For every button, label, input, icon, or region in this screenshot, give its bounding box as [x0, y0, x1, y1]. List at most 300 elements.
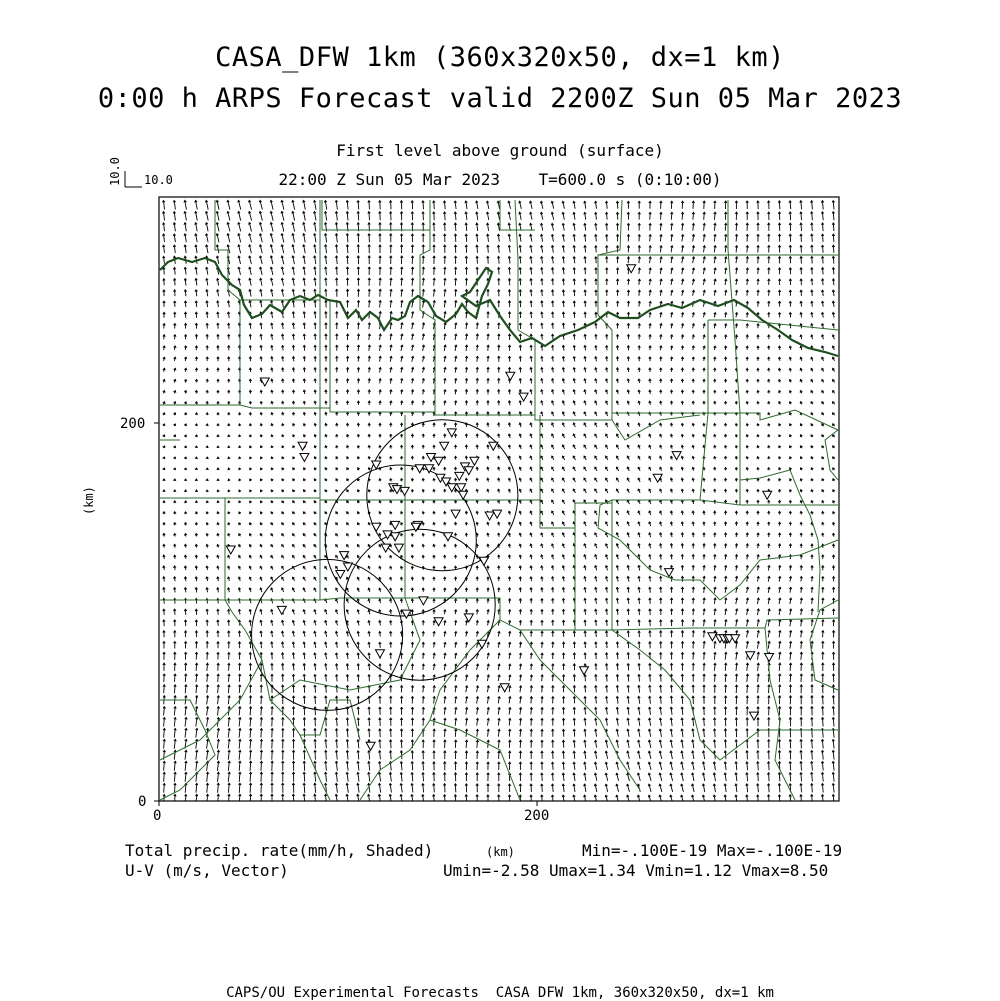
wind-vector: [595, 401, 597, 405]
wind-vector: [238, 663, 241, 670]
wind-vector: [379, 423, 381, 426]
wind-vector: [271, 346, 273, 351]
wind-vector: [282, 435, 284, 437]
wind-vector: [206, 245, 209, 253]
wind-vector: [324, 234, 327, 243]
wind-vector: [833, 522, 835, 525]
wind-vector: [735, 324, 738, 328]
wind-vector: [649, 445, 651, 449]
wind-vector: [390, 245, 393, 253]
wind-vector: [627, 696, 630, 703]
wind-vector: [508, 301, 511, 307]
wind-vector: [605, 609, 608, 615]
wind-vector: [411, 795, 414, 804]
wind-vector: [595, 290, 598, 296]
wind-vector: [606, 642, 608, 648]
wind-vector: [757, 652, 760, 659]
wind-vector: [346, 610, 348, 614]
wind-vector: [508, 511, 510, 515]
wind-vector: [552, 609, 555, 614]
wind-vector: [822, 522, 825, 525]
wind-vector: [411, 412, 414, 416]
wind-vector: [660, 257, 662, 263]
wind-vector: [422, 544, 425, 547]
wind-vector: [163, 728, 166, 737]
wind-vector: [660, 533, 662, 537]
wind-vector: [476, 245, 479, 253]
wind-vector: [249, 256, 252, 264]
wind-vector: [778, 346, 780, 350]
wind-vector: [422, 490, 425, 493]
wind-vector: [174, 577, 177, 581]
wind-vector: [660, 290, 663, 296]
wind-vector: [379, 401, 382, 405]
wind-vector: [822, 566, 824, 571]
wind-vector: [789, 609, 791, 615]
wind-vector: [725, 223, 728, 230]
wind-vector: [228, 685, 230, 693]
wind-vector: [800, 641, 803, 648]
wind-vector: [616, 686, 618, 693]
wind-vector: [648, 740, 651, 748]
wind-vector: [400, 423, 402, 427]
wind-vector: [530, 686, 533, 693]
wind-vector: [757, 598, 760, 604]
wind-vector: [724, 718, 727, 726]
wind-vector: [444, 367, 447, 372]
wind-vector: [725, 246, 727, 253]
wind-vector: [455, 367, 458, 372]
wind-vector: [552, 423, 554, 427]
wind-vector: [627, 246, 630, 253]
wind-vector: [681, 631, 684, 638]
wind-vector: [195, 577, 198, 581]
wind-vector: [509, 708, 512, 715]
wind-vector: [228, 346, 231, 351]
wind-vector: [401, 334, 404, 340]
wind-vector: [260, 783, 262, 793]
wind-vector: [508, 566, 511, 570]
wind-vector: [767, 773, 770, 782]
wind-vector: [411, 577, 413, 581]
wind-vector: [195, 598, 198, 603]
wind-vector: [800, 257, 803, 264]
wind-vector: [314, 566, 316, 569]
wind-vector: [584, 653, 587, 659]
reference-vector-vertical-label: 10.0: [108, 157, 122, 186]
wind-vector: [832, 234, 835, 242]
wind-vector: [692, 423, 695, 426]
wind-vector: [724, 762, 727, 770]
wind-vector: [627, 576, 630, 581]
wind-vector: [357, 267, 360, 275]
wind-vector: [292, 234, 295, 243]
wind-vector: [811, 587, 814, 592]
wind-vector: [400, 212, 403, 220]
wind-vector: [541, 234, 543, 241]
wind-vector: [292, 245, 295, 253]
wind-vector: [519, 445, 521, 449]
wind-vector: [195, 391, 197, 394]
wind-vector: [789, 402, 791, 405]
wind-vector: [595, 368, 597, 373]
wind-vector: [411, 762, 414, 771]
wind-vector: [325, 323, 328, 329]
wind-vector: [735, 435, 737, 438]
main-title: CASA_DFW 1km (360x320x50, dx=1 km): [0, 44, 1000, 71]
wind-vector: [217, 555, 219, 558]
wind-vector: [249, 446, 251, 448]
wind-vector: [206, 234, 209, 242]
x-tick-label-0: 0: [153, 808, 161, 824]
wind-vector: [228, 783, 231, 793]
wind-vector: [757, 357, 759, 361]
wind-vector: [174, 739, 176, 748]
wind-vector: [692, 544, 695, 549]
wind-vector: [206, 620, 209, 626]
wind-vector: [714, 696, 716, 704]
wind-vector: [314, 245, 316, 253]
wind-vector: [660, 324, 662, 329]
wind-vector: [444, 621, 447, 626]
wind-vector: [325, 588, 327, 592]
wind-vector: [271, 435, 273, 437]
wind-vector: [714, 555, 717, 560]
wind-vector: [195, 290, 198, 296]
wind-vector: [530, 379, 532, 384]
wind-vector: [378, 794, 381, 803]
wind-vector: [649, 434, 651, 438]
wind-vector: [616, 718, 618, 725]
wind-vector: [336, 390, 338, 394]
wind-vector: [487, 708, 490, 715]
wind-vector: [681, 290, 683, 295]
wind-vector: [400, 457, 403, 460]
wind-vector: [670, 368, 672, 372]
wind-vector: [573, 740, 575, 747]
wind-vector: [249, 653, 252, 660]
wind-vector: [821, 268, 824, 275]
wind-vector: [811, 740, 814, 749]
wind-vector: [238, 631, 241, 637]
wind-vector: [725, 609, 727, 615]
wind-vector: [487, 675, 490, 681]
wind-vector: [368, 289, 370, 296]
wind-vector: [174, 609, 177, 615]
wind-vector: [270, 267, 273, 275]
wind-vector: [433, 729, 435, 737]
wind-vector: [346, 599, 348, 603]
wind-vector: [444, 267, 446, 274]
wind-vector: [779, 435, 781, 437]
wind-vector: [282, 750, 285, 759]
wind-vector: [681, 598, 684, 604]
wind-vector: [757, 457, 759, 460]
wind-vector: [422, 412, 425, 416]
wind-vector: [541, 345, 543, 350]
wind-vector: [282, 479, 284, 481]
wind-vector: [411, 729, 413, 737]
wind-vector: [282, 368, 285, 372]
wind-vector: [444, 467, 447, 470]
wind-vector: [757, 631, 759, 638]
wind-vector: [476, 434, 478, 438]
wind-vector: [292, 599, 294, 603]
wind-vector: [595, 675, 598, 682]
wind-vector: [390, 368, 393, 373]
wind-vector: [541, 751, 544, 759]
wind-vector: [184, 413, 186, 415]
station-marker: [765, 654, 774, 662]
wind-vector: [800, 740, 803, 749]
wind-vector: [271, 479, 273, 481]
wind-vector: [789, 268, 792, 274]
wind-vector: [832, 609, 835, 615]
wind-vector: [541, 323, 543, 329]
wind-vector: [552, 434, 554, 438]
wind-vector: [724, 773, 726, 781]
wind-vector: [627, 346, 630, 351]
wind-vector: [249, 290, 252, 297]
wind-vector: [789, 566, 792, 571]
wind-vector: [173, 446, 175, 448]
wind-vector: [228, 663, 230, 670]
wind-vector: [735, 257, 738, 263]
wind-vector: [757, 609, 760, 615]
wind-vector: [476, 234, 478, 242]
wind-vector: [390, 278, 393, 286]
wind-vector: [552, 566, 554, 570]
wind-vector: [444, 512, 447, 515]
wind-vector: [444, 434, 446, 438]
wind-vector: [508, 212, 510, 220]
wind-vector: [692, 511, 695, 515]
wind-vector: [411, 534, 413, 537]
wind-vector: [616, 423, 618, 427]
wind-vector: [195, 223, 198, 232]
wind-vector: [303, 312, 306, 318]
wind-vector: [800, 751, 803, 760]
wind-vector: [282, 523, 284, 525]
wind-vector: [303, 696, 306, 704]
wind-vector: [671, 235, 673, 242]
wind-vector: [649, 467, 651, 471]
wind-vector: [347, 435, 349, 438]
wind-vector: [411, 334, 414, 340]
wind-vector: [519, 718, 522, 725]
wind-vector: [671, 313, 674, 318]
wind-vector: [487, 245, 490, 252]
wind-vector: [217, 457, 220, 459]
wind-vector: [401, 367, 404, 372]
wind-vector: [681, 445, 683, 448]
wind-vector: [822, 609, 825, 615]
wind-vector: [573, 795, 576, 803]
wind-vector: [552, 334, 554, 339]
wind-vector: [390, 390, 393, 394]
wind-vector: [584, 257, 587, 264]
wind-vector: [562, 566, 564, 571]
wind-vector: [638, 609, 640, 615]
wind-vector: [401, 278, 404, 286]
wind-vector: [498, 555, 500, 559]
wind-vector: [324, 201, 326, 210]
wind-vector: [832, 312, 835, 317]
wind-vector: [562, 500, 564, 504]
wind-vector: [228, 577, 230, 581]
wind-vector: [325, 289, 328, 296]
wind-vector: [519, 762, 522, 770]
wind-vector: [444, 577, 446, 581]
wind-vector: [562, 478, 564, 482]
wind-vector: [292, 739, 295, 748]
wind-vector: [401, 289, 403, 296]
wind-vector: [174, 620, 177, 626]
wind-vector: [228, 479, 230, 481]
wind-vector: [725, 642, 728, 649]
wind-vector: [778, 201, 781, 209]
wind-vector: [638, 224, 641, 231]
wind-vector: [638, 423, 640, 427]
wind-vector: [444, 401, 447, 405]
wind-vector: [444, 632, 446, 637]
wind-vector: [573, 334, 575, 339]
wind-vector: [638, 685, 640, 692]
wind-vector: [250, 468, 252, 470]
wind-vector: [757, 773, 759, 781]
wind-vector: [433, 577, 435, 581]
wind-vector: [390, 345, 392, 351]
wind-vector: [778, 234, 781, 241]
wind-vector: [746, 663, 749, 671]
wind-vector: [552, 729, 555, 736]
wind-vector: [541, 795, 544, 803]
wind-vector: [433, 479, 436, 482]
wind-vector: [595, 566, 597, 571]
wind-vector: [239, 728, 241, 737]
wind-vector: [433, 555, 436, 558]
wind-vector: [260, 457, 262, 459]
wind-vector: [271, 642, 274, 648]
wind-vector: [184, 267, 187, 274]
wind-vector: [681, 212, 684, 219]
wind-vector: [282, 718, 285, 727]
wind-vector: [217, 566, 219, 570]
wind-vector: [174, 490, 177, 492]
wind-vector: [757, 268, 759, 274]
wind-vector: [509, 653, 511, 659]
wind-vector: [562, 609, 565, 614]
wind-vector: [573, 718, 576, 725]
wind-vector: [433, 566, 435, 569]
wind-vector: [768, 544, 771, 548]
wind-vector: [660, 368, 662, 372]
wind-vector: [616, 675, 619, 682]
wind-vector: [314, 334, 317, 340]
wind-vector: [260, 256, 263, 264]
wind-vector: [400, 577, 402, 581]
wind-vector: [498, 675, 501, 681]
wind-vector: [713, 784, 715, 792]
wind-vector: [486, 212, 489, 220]
wind-vector: [724, 533, 727, 537]
wind-vector: [282, 761, 285, 770]
wind-vector: [260, 446, 262, 448]
wind-vector: [692, 346, 695, 350]
wind-vector: [314, 200, 317, 209]
wind-vector: [789, 751, 792, 760]
wind-vector: [703, 201, 706, 209]
wind-vector: [174, 312, 176, 317]
wind-vector: [508, 599, 511, 604]
wind-vector: [184, 598, 187, 603]
wind-vector: [184, 424, 186, 426]
wind-vector: [605, 795, 608, 803]
wind-vector: [163, 631, 166, 638]
wind-vector: [205, 212, 208, 221]
wind-vector: [833, 424, 835, 426]
wind-vector: [422, 795, 424, 804]
radar-coverage-rings: [252, 420, 518, 711]
wind-vector: [692, 313, 695, 318]
wind-vector: [530, 268, 533, 275]
wind-vector: [616, 511, 618, 515]
wind-vector: [552, 357, 554, 362]
wind-vector: [649, 642, 652, 649]
wind-vector: [616, 445, 618, 449]
wind-vector: [260, 696, 263, 704]
wind-vector: [757, 379, 760, 382]
wind-vector: [595, 224, 598, 231]
wind-vector: [519, 653, 522, 659]
wind-vector: [249, 610, 252, 615]
wind-vector: [282, 457, 284, 459]
wind-vector: [314, 545, 316, 548]
wind-vector: [605, 555, 607, 560]
wind-vector: [368, 664, 370, 670]
wind-vector: [444, 686, 446, 693]
wind-vector: [476, 201, 479, 209]
wind-vector: [454, 773, 457, 781]
wind-vector: [260, 357, 263, 361]
wind-vector: [184, 223, 187, 232]
wind-vector: [390, 445, 393, 448]
wind-vector: [573, 268, 576, 274]
wind-vector: [800, 718, 803, 727]
wind-vector: [540, 201, 543, 208]
wind-vector: [789, 740, 791, 749]
wind-vector: [206, 279, 208, 286]
wind-vector: [454, 267, 457, 274]
station-marker: [708, 633, 717, 641]
wind-vector: [638, 489, 640, 493]
wind-vector: [606, 467, 608, 471]
wind-vector: [519, 334, 522, 340]
wind-vector: [335, 212, 338, 221]
wind-vector: [746, 424, 748, 427]
wind-vector: [228, 534, 230, 537]
wind-vector: [487, 544, 489, 548]
wind-vector: [444, 356, 446, 361]
station-marker: [226, 546, 235, 554]
wind-vector: [725, 313, 727, 318]
wind-vector: [616, 587, 619, 592]
wind-vector: [552, 708, 555, 715]
wind-vector: [757, 368, 759, 371]
wind-vector: [714, 511, 716, 515]
wind-vector: [594, 784, 597, 792]
wind-vector: [390, 323, 392, 329]
